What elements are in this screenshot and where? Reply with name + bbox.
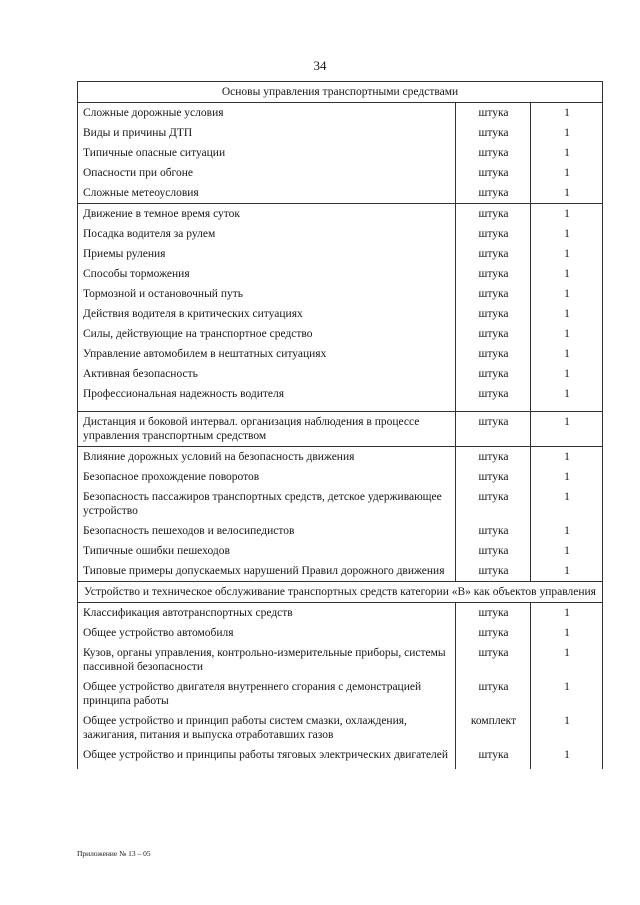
item-qty: 1 xyxy=(531,384,603,412)
item-unit: штука xyxy=(456,447,531,468)
item-qty: 1 xyxy=(531,447,603,468)
item-unit: штука xyxy=(456,384,531,412)
item-qty: 1 xyxy=(531,487,603,521)
item-unit: штука xyxy=(456,183,531,204)
item-name: Общее устройство и принципы работы тяговых электрических двигателей xyxy=(78,745,456,769)
item-qty: 1 xyxy=(531,244,603,264)
item-name: Безопасное прохождение поворотов xyxy=(78,467,456,487)
table-row xyxy=(78,521,603,541)
item-unit: штука xyxy=(456,677,531,711)
item-qty: 1 xyxy=(531,745,603,769)
section-header xyxy=(78,82,603,103)
table-row xyxy=(78,264,603,284)
item-qty: 1 xyxy=(531,183,603,204)
item-name: Действия водителя в критических ситуациях xyxy=(78,304,456,324)
item-unit: штука xyxy=(456,643,531,677)
page-number: 34 xyxy=(313,58,327,73)
item-qty: 1 xyxy=(531,521,603,541)
table-row xyxy=(78,745,603,769)
item-qty: 1 xyxy=(531,324,603,344)
item-unit: штука xyxy=(456,412,531,447)
table-row xyxy=(78,603,603,624)
item-unit: штука xyxy=(456,603,531,624)
item-name: Профессиональная надежность водителя xyxy=(78,384,456,412)
item-qty: 1 xyxy=(531,603,603,624)
item-name: Кузов, органы управления, контрольно-измерительные приборы, системы пассивной безопасности xyxy=(78,643,456,677)
item-name: Дистанция и боковой интервал. организация наблюдения в процессе управления транспортным средством xyxy=(78,412,456,447)
equipment-table xyxy=(77,81,603,769)
item-unit: штука xyxy=(456,284,531,304)
item-unit: штука xyxy=(456,324,531,344)
table-row xyxy=(78,123,603,143)
item-unit: штука xyxy=(456,344,531,364)
item-name: Управление автомобилем в нештатных ситуациях xyxy=(78,344,456,364)
item-qty: 1 xyxy=(531,412,603,447)
item-qty: 1 xyxy=(531,623,603,643)
item-name: Типичные опасные ситуации xyxy=(78,143,456,163)
item-unit: штука xyxy=(456,745,531,769)
item-name: Общее устройство двигателя внутреннего сгорания с демонстрацией принципа работы xyxy=(78,677,456,711)
table-row xyxy=(78,561,603,582)
item-qty: 1 xyxy=(531,677,603,711)
item-qty: 1 xyxy=(531,284,603,304)
item-unit: штука xyxy=(456,467,531,487)
item-qty: 1 xyxy=(531,541,603,561)
item-qty: 1 xyxy=(531,123,603,143)
item-qty: 1 xyxy=(531,103,603,124)
section-title: Устройство и техническое обслуживание транспортных средств категории «В» как объектов управления xyxy=(78,582,603,603)
item-name: Общее устройство и принцип работы систем смазки, охлаждения, зажигания, питания и выпуска отработавших газов xyxy=(78,711,456,745)
table-row xyxy=(78,103,603,124)
table-row xyxy=(78,183,603,204)
item-unit: штука xyxy=(456,521,531,541)
table-row xyxy=(78,364,603,384)
item-name: Классификация автотранспортных средств xyxy=(78,603,456,624)
item-unit: штука xyxy=(456,103,531,124)
item-name: Движение в темное время суток xyxy=(78,204,456,225)
item-unit: штука xyxy=(456,123,531,143)
table-row xyxy=(78,711,603,745)
item-name: Безопасность пешеходов и велосипедистов xyxy=(78,521,456,541)
item-qty: 1 xyxy=(531,344,603,364)
table-row xyxy=(78,204,603,225)
item-name: Опасности при обгоне xyxy=(78,163,456,183)
item-name: Посадка водителя за рулем xyxy=(78,224,456,244)
item-qty: 1 xyxy=(531,204,603,225)
item-unit: штука xyxy=(456,561,531,582)
item-unit: штука xyxy=(456,541,531,561)
item-unit: штука xyxy=(456,487,531,521)
table-row xyxy=(78,447,603,468)
item-qty: 1 xyxy=(531,711,603,745)
table-row xyxy=(78,344,603,364)
table-row xyxy=(78,487,603,521)
item-qty: 1 xyxy=(531,304,603,324)
table-row xyxy=(78,541,603,561)
table-row xyxy=(78,384,603,412)
item-qty: 1 xyxy=(531,467,603,487)
item-qty: 1 xyxy=(531,561,603,582)
table-row xyxy=(78,467,603,487)
table-row xyxy=(78,677,603,711)
item-qty: 1 xyxy=(531,143,603,163)
item-unit: штука xyxy=(456,304,531,324)
item-name: Приемы руления xyxy=(78,244,456,264)
table-row xyxy=(78,224,603,244)
table-row xyxy=(78,143,603,163)
item-qty: 1 xyxy=(531,264,603,284)
item-qty: 1 xyxy=(531,224,603,244)
table-row xyxy=(78,412,603,447)
item-unit: штука xyxy=(456,204,531,225)
table-row xyxy=(78,163,603,183)
item-qty: 1 xyxy=(531,163,603,183)
item-unit: штука xyxy=(456,143,531,163)
item-qty: 1 xyxy=(531,364,603,384)
section-header xyxy=(78,582,603,603)
item-name: Тормозной и остановочный путь xyxy=(78,284,456,304)
table-row xyxy=(78,284,603,304)
item-unit: штука xyxy=(456,244,531,264)
item-qty: 1 xyxy=(531,643,603,677)
item-unit: комплект xyxy=(456,711,531,745)
item-name: Активная безопасность xyxy=(78,364,456,384)
item-name: Типичные ошибки пешеходов xyxy=(78,541,456,561)
item-name: Влияние дорожных условий на безопасность движения xyxy=(78,447,456,468)
item-name: Способы торможения xyxy=(78,264,456,284)
item-unit: штука xyxy=(456,623,531,643)
table-row xyxy=(78,324,603,344)
section-title: Основы управления транспортными средствами xyxy=(78,82,603,103)
page-footer: Приложение № 13 – 05 xyxy=(77,849,151,858)
item-name: Типовые примеры допускаемых нарушений Правил дорожного движения xyxy=(78,561,456,582)
item-name: Сложные метеоусловия xyxy=(78,183,456,204)
item-name: Безопасность пассажиров транспортных средств, детское удерживающее устройство xyxy=(78,487,456,521)
table-row xyxy=(78,623,603,643)
item-unit: штука xyxy=(456,224,531,244)
item-name: Силы, действующие на транспортное средство xyxy=(78,324,456,344)
item-unit: штука xyxy=(456,364,531,384)
table-row xyxy=(78,244,603,264)
item-unit: штука xyxy=(456,163,531,183)
table-row xyxy=(78,304,603,324)
item-name: Сложные дорожные условия xyxy=(78,103,456,124)
item-name: Общее устройство автомобиля xyxy=(78,623,456,643)
item-name: Виды и причины ДТП xyxy=(78,123,456,143)
table-row xyxy=(78,643,603,677)
item-unit: штука xyxy=(456,264,531,284)
